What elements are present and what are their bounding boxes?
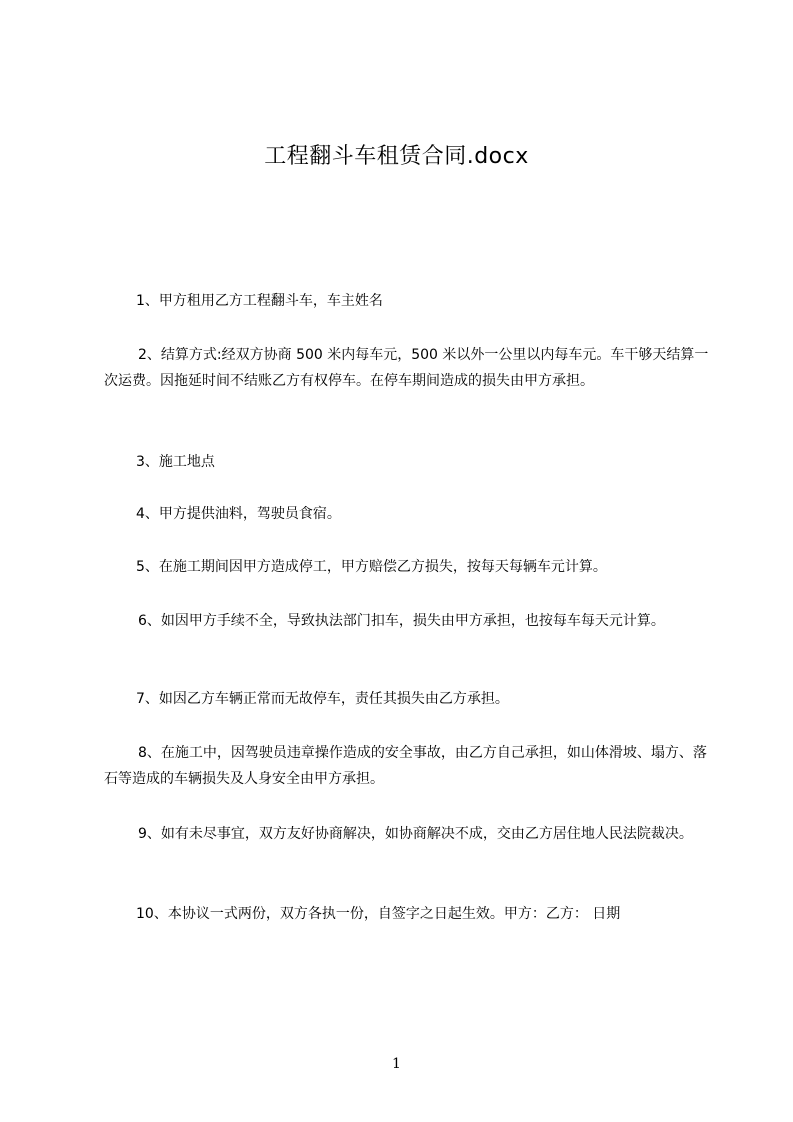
clause-7: 7、如因乙方车辆正常而无故停车，责任其损失由乙方承担。: [136, 691, 509, 707]
clause-10: 10、本协议一式两份，双方各执一份，自签字之日起生效。甲方：乙方： 日期: [136, 906, 621, 922]
document-title: 工程翻斗车租赁合同.docx: [264, 144, 529, 169]
clause-4: 4、甲方提供油料，驾驶员食宿。: [136, 506, 341, 522]
clause-1: 1、甲方租用乙方工程翻斗车，车主姓名: [136, 293, 383, 309]
clause-6: 6、如因甲方手续不全，导致执法部门扣车，损失由甲方承担，也按每车每天元计算。: [138, 613, 665, 629]
clause-9: 9、如有未尽事宜，双方友好协商解决，如协商解决不成，交由乙方居住地人民法院裁决。: [138, 826, 693, 842]
clause-8: 8、在施工中，因驾驶员违章操作造成的安全事故，由乙方自己承担，如山体滑坡、塌方、落石等造成的车辆损失及人身安全由甲方承担。: [104, 745, 707, 787]
clause-5: 5、在施工期间因甲方造成停工，甲方赔偿乙方损失，按每天每辆车元计算。: [136, 559, 607, 575]
clause-3: 3、施工地点: [136, 454, 215, 470]
page-number: 1: [392, 1056, 401, 1072]
clause-2: 2、结算方式:经双方协商 500 米内每车元，500 米以外一公里以内每车元。车干够天结算一次运费。因拖延时间不结账乙方有权停车。在停车期间造成的损失由甲方承担。: [104, 347, 709, 389]
